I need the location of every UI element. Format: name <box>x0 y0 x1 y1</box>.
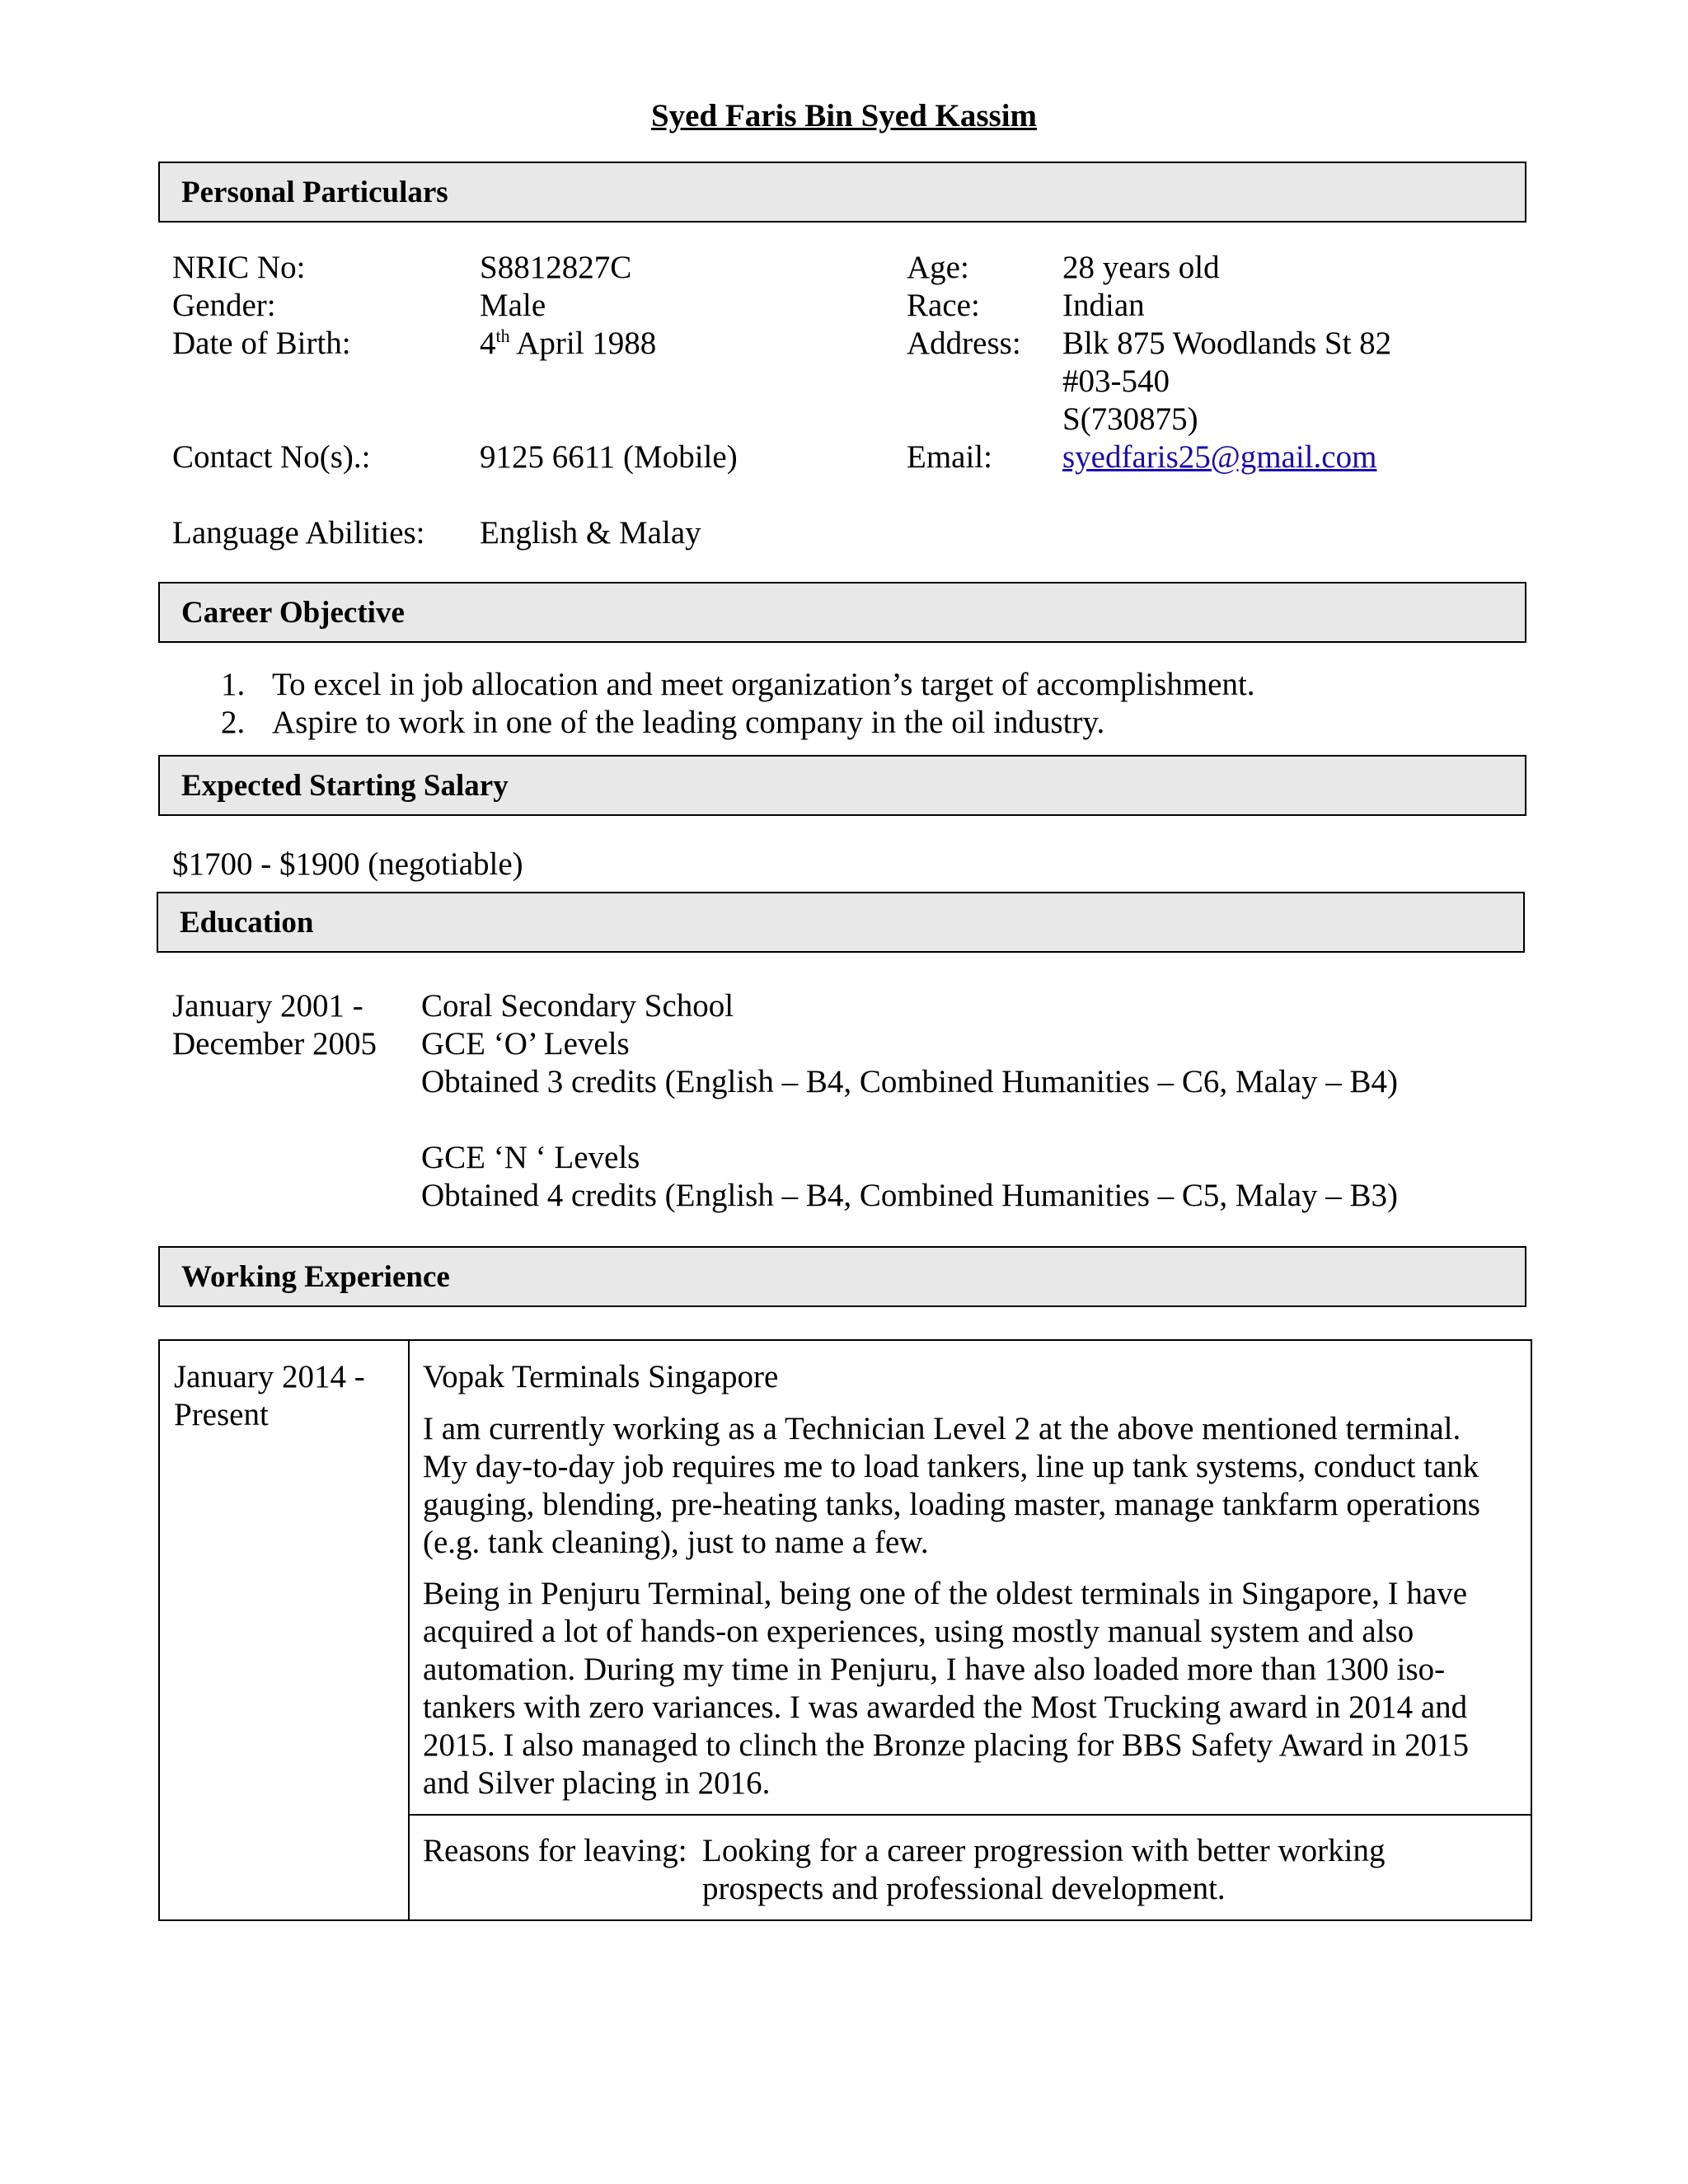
address-label: Address: <box>907 326 1021 361</box>
nric-value: S8812827C <box>480 250 632 285</box>
company-name: Vopak Terminals Singapore <box>423 1359 779 1394</box>
o-level-title: GCE ‘O’ Levels <box>421 1026 630 1062</box>
section-title: Education <box>180 906 314 940</box>
section-title: Working Experience <box>181 1260 450 1294</box>
personal-particulars-header <box>158 162 1526 223</box>
leaving-reason-line: prospects and professional development. <box>702 1871 1226 1906</box>
n-level-title: GCE ‘N ‘ Levels <box>421 1140 640 1175</box>
race-value: Indian <box>1062 288 1145 323</box>
working-experience-header <box>158 1246 1526 1307</box>
section-title: Career Objective <box>181 596 405 630</box>
work-para2-line: tankers with zero variances. I was awarded the Most Trucking award in 2014 and <box>423 1690 1468 1725</box>
salary-text: $1700 - $1900 (negotiable) <box>172 846 523 882</box>
education-header <box>157 892 1525 953</box>
objective-number: 1. <box>221 667 246 702</box>
candidate-name: Syed Faris Bin Syed Kassim <box>650 98 1038 134</box>
objective-number: 2. <box>221 705 246 740</box>
address-line: S(730875) <box>1062 401 1198 437</box>
section-title: Expected Starting Salary <box>181 769 509 803</box>
education-period-start: January 2001 - <box>172 988 363 1024</box>
contact-label: Contact No(s).: <box>172 439 371 475</box>
email-wrapper <box>1062 438 1376 476</box>
work-para1-line: I am currently working as a Technician Level 2 at the above mentioned terminal. <box>423 1411 1461 1446</box>
work-para1-line: My day-to-day job requires me to load tankers, line up tank systems, conduct tank <box>423 1449 1479 1484</box>
career-objective-header <box>158 582 1526 643</box>
work-para2-line: acquired a lot of hands-on experiences, using mostly manual system and also <box>423 1614 1414 1649</box>
section-title: Personal Particulars <box>181 176 448 209</box>
education-period-end: December 2005 <box>172 1026 377 1062</box>
work-experience-table <box>158 1339 1532 1921</box>
leaving-reason-line: Looking for a career progression with better working <box>702 1833 1386 1868</box>
work-para1-line: gauging, blending, pre-heating tanks, loading master, manage tankfarm operations <box>423 1487 1480 1522</box>
work-period-start: January 2014 - <box>174 1359 365 1394</box>
race-label: Race: <box>907 288 980 323</box>
leaving-label: Reasons for leaving: <box>423 1833 687 1868</box>
address-line: #03-540 <box>1062 363 1170 399</box>
gender-label: Gender: <box>172 288 276 323</box>
address-line: Blk 875 Woodlands St 82 <box>1062 326 1392 361</box>
objective-item: Aspire to work in one of the leading company in the oil industry. <box>272 705 1105 740</box>
language-value: English & Malay <box>480 515 701 551</box>
nric-label: NRIC No: <box>172 250 306 285</box>
school-name: Coral Secondary School <box>421 988 734 1024</box>
o-level-result: Obtained 3 credits (English – B4, Combined Humanities – C6, Malay – B4) <box>421 1064 1399 1099</box>
dob-value: 4th April 1988 <box>480 326 657 361</box>
row-divider <box>408 1814 1531 1816</box>
email-link[interactable]: syedfaris25@gmail.com <box>1062 439 1377 475</box>
email-label: Email: <box>907 439 992 475</box>
n-level-result: Obtained 4 credits (English – B4, Combined Humanities – C5, Malay – B3) <box>421 1178 1399 1213</box>
age-label: Age: <box>907 250 969 285</box>
language-label: Language Abilities: <box>172 515 425 551</box>
age-value: 28 years old <box>1062 250 1220 285</box>
dob-label: Date of Birth: <box>172 326 351 361</box>
objective-item: To excel in job allocation and meet organization’s target of accomplishment. <box>272 667 1255 702</box>
expected-salary-header <box>158 755 1526 816</box>
gender-value: Male <box>480 288 546 323</box>
contact-value: 9125 6611 (Mobile) <box>480 439 738 475</box>
work-para2-line: 2015. I also managed to clinch the Bronze placing for BBS Safety Award in 2015 <box>423 1727 1470 1763</box>
work-period-end: Present <box>174 1397 269 1432</box>
work-para2-line: Being in Penjuru Terminal, being one of the oldest terminals in Singapore, I have <box>423 1576 1468 1611</box>
work-para2-line: automation. During my time in Penjuru, I have also loaded more than 1300 iso- <box>423 1652 1446 1687</box>
column-divider <box>408 1341 410 1919</box>
work-para1-line: (e.g. tank cleaning), just to name a few. <box>423 1525 929 1560</box>
work-para2-line: and Silver placing in 2016. <box>423 1765 771 1801</box>
